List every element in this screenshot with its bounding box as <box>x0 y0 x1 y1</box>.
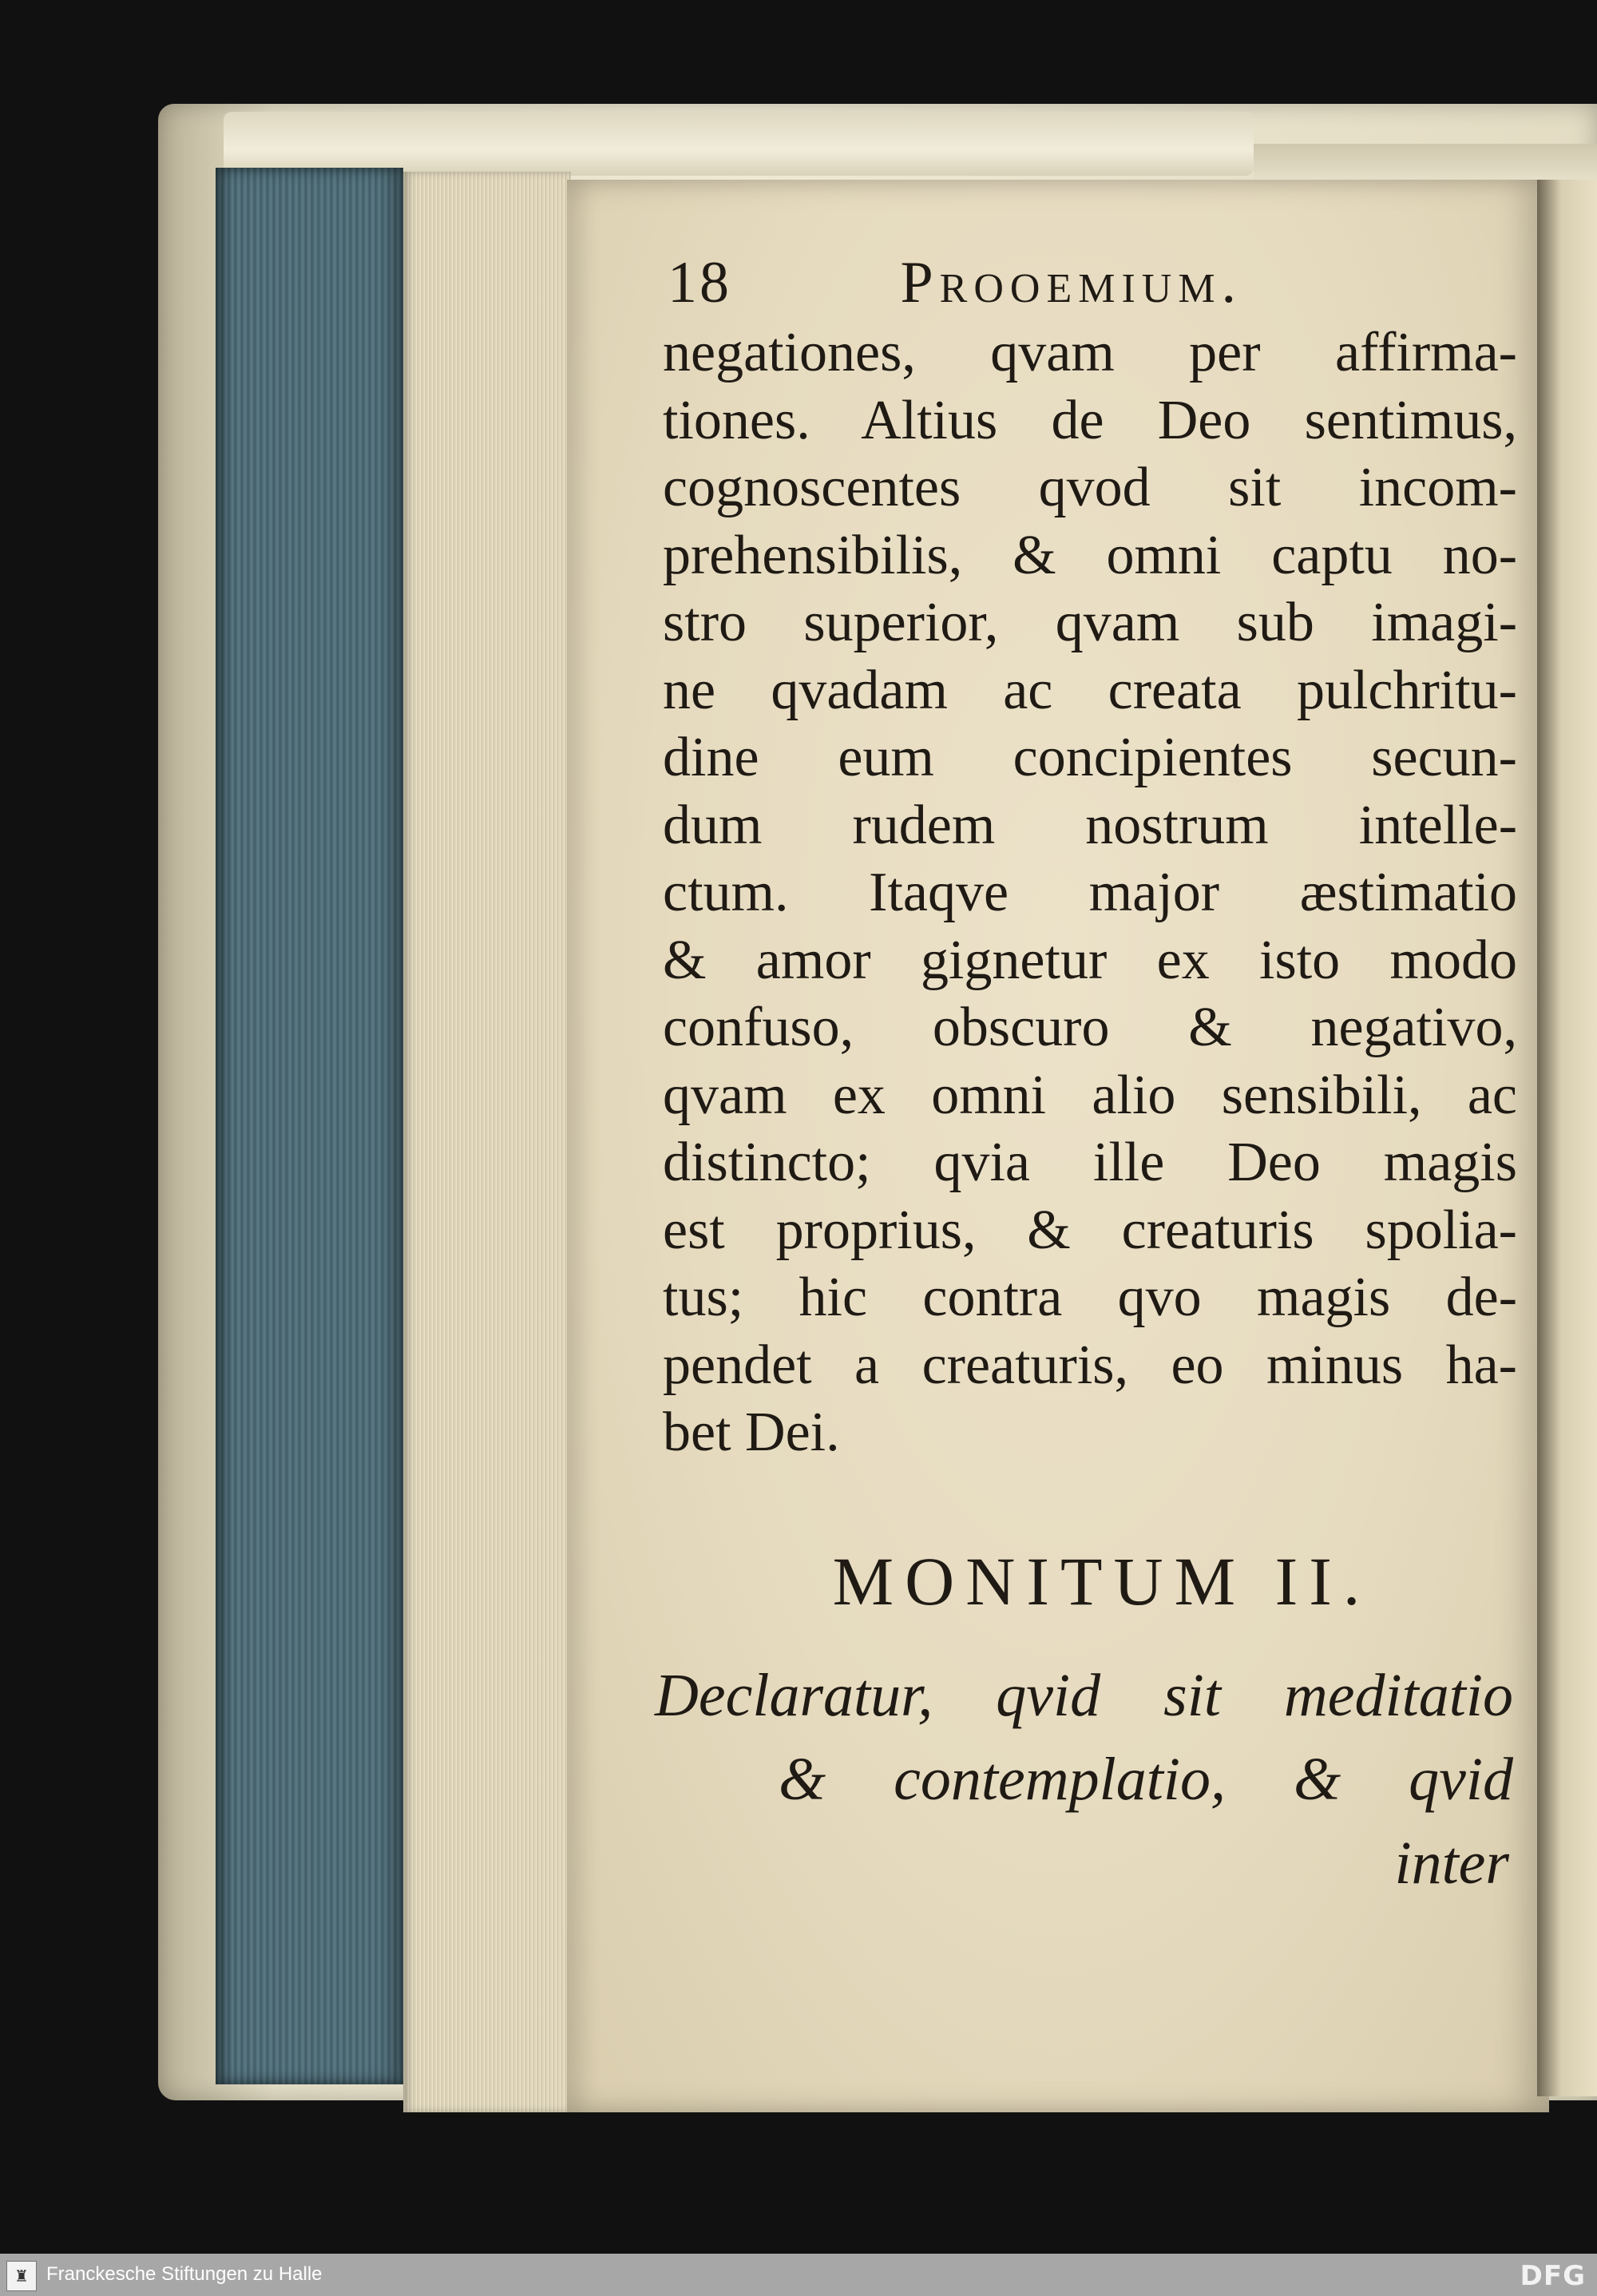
page-gutter <box>1537 180 1597 2096</box>
body-line: cognoscentes qvod sit incom- <box>663 457 1517 518</box>
dfg-logo[interactable]: DFG <box>1520 2260 1586 2292</box>
summary-line-2: & contemplatio, & qvid <box>779 1746 1513 1813</box>
body-line: tiones. Altius de Deo sentimus, <box>663 389 1517 451</box>
cover-right-edge <box>1254 144 1597 184</box>
body-line: est proprius, & creaturis spolia- <box>663 1199 1517 1261</box>
page-edges <box>403 172 571 2112</box>
body-line: dum rudem nostrum intelle- <box>663 794 1517 856</box>
colored-fore-edge <box>216 168 403 2084</box>
body-line: pendet a creaturis, eo minus ha- <box>663 1334 1517 1396</box>
catchword: inter <box>1394 1830 1509 1897</box>
viewer-footer-bar <box>0 2254 1597 2296</box>
institution-name[interactable]: Franckesche Stiftungen zu Halle <box>46 2263 323 2285</box>
body-text <box>663 319 1517 1467</box>
body-line: ctum. Itaqve major æstimatio <box>663 862 1517 923</box>
body-line: & amor gignetur ex isto modo <box>663 929 1517 991</box>
institution-logo-icon[interactable]: ♜ <box>6 2261 37 2291</box>
page-number: 18 <box>668 250 731 315</box>
summary-line-1: Declaratur, qvid sit meditatio <box>655 1662 1513 1729</box>
body-line: ne qvadam ac creata pulchritu- <box>663 659 1517 721</box>
body-line: qvam ex omni alio sensibili, ac <box>663 1064 1517 1126</box>
body-line: bet Dei. <box>663 1402 840 1463</box>
body-line: tus; hic contra qvo magis de- <box>663 1267 1517 1328</box>
running-header <box>668 249 1242 317</box>
body-line: confuso, obscuro & negativo, <box>663 997 1517 1058</box>
cover-top-edge <box>224 112 1254 176</box>
body-line: distincto; qvia ille Deo magis <box>663 1132 1517 1193</box>
section-heading: MONITUM II. <box>832 1543 1372 1620</box>
running-head-title: Prooemium. <box>900 250 1243 315</box>
body-line: dine eum concipientes secun- <box>663 727 1517 788</box>
body-line: stro superior, qvam sub imagi- <box>663 592 1517 653</box>
body-line: prehensibilis, & omni captu no- <box>663 524 1517 586</box>
body-line: negationes, qvam per affirma- <box>663 322 1517 383</box>
